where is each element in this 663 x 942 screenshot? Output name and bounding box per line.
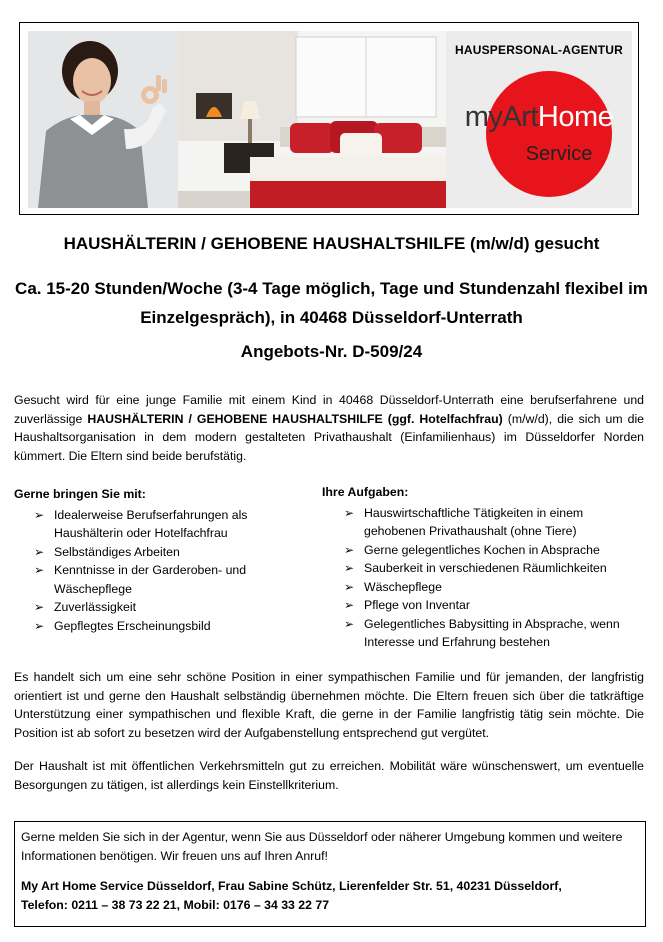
intro-text-bold: HAUSHÄLTERIN / GEHOBENE HAUSHALTSHILFE (ggf. Hotelfachfrau) [87,411,503,426]
offer-number: Angebots-Nr. D-509/24 [240,342,423,361]
list-item-text: Sauberkeit in verschiedenen Räumlichkeiten [364,561,607,575]
header-photo [28,31,446,208]
housekeeper-and-bedroom-image [28,31,446,208]
list-item-text: Hauswirtschaftliche Tätigkeiten in einem gehobenen Privathaushalt (ohne Tiere) [364,505,584,538]
intro-paragraph [14,391,644,465]
list-item [322,578,642,597]
contact-address: My Art Home Service Düsseldorf, Frau Sabine Schütz, Lierenfelder Str. 51, 40231 Düsseldorf, [21,879,562,893]
list-item-text: Idealerweise Berufserfahrungen als Haushälterin oder Hotelfachfrau [54,507,248,540]
list-item [14,506,314,543]
intro-text-1: Gesucht wird für eine junge Familie mit einem Kind in 40468 Düsseldorf-Unterrath eine berufserfahrene und zuverlässige [14,393,644,426]
job-subtitle: Ca. 15-20 Stunden/Woche (3-4 Tage möglich, Tage und Stundenzahl flexibel im Einzelgespräch), in 40468 Düsseldorf-Unterrath [15,279,648,327]
list-item-text: Selbständiges Arbeiten [54,544,180,559]
arrow-bullet-icon: ➢ [34,600,45,614]
logo-subtitle: Service [525,143,593,165]
list-item [322,504,642,541]
contact-invitation: Gerne melden Sie sich in der Agentur, wenn Sie aus Düsseldorf oder näherer Umgebung kommen und weitere Informationen benötigen. Wir freuen uns auf Ihren Anruf! [21,830,623,863]
tasks-list [322,504,642,652]
arrow-bullet-icon: ➢ [34,507,45,522]
agency-branding [446,31,632,208]
intro-text-2: (m/w/d), die sich um die Haushaltsorganisation in dem modern gestalteten Privathaushalt (Einfamilienhaus) im Düsseldorfer Norden kümmert. Die Eltern sind beide berufstätig. [14,411,645,463]
list-item-text: Gerne gelegentliches Kochen in Absprache [364,542,600,557]
agency-logo [446,101,632,134]
list-item [14,598,314,617]
requirements-section [14,485,314,635]
tasks-section [322,483,642,652]
position-paragraph: Es handelt sich um eine sehr schöne Position in einer sympathischen Familie und für jemanden, der langfristig orientiert ist und gerne den Haushalt selbständig übernehmen möchte. Die Eltern freuen sich über die tatkräftige Unterstützung einer sympathischen und flexible Kraft, die gerne in der Familie langfristig tätig sein möchte. Die Position ist ab sofort zu besetzen wird der Aufgabenstellung entsprechend gut vergütet. [14,670,644,740]
requirements-title: Gerne bringen Sie mit: [14,487,146,501]
arrow-bullet-icon: ➢ [344,616,355,631]
list-item-text: Kenntnisse in der Garderoben- und Wäschepflege [54,563,247,596]
list-item [14,543,314,562]
logo-circle [486,71,612,197]
list-item-text: Gelegentliches Babysitting in Absprache, wenn Interesse und Erfahrung bestehen [364,616,620,649]
arrow-bullet-icon: ➢ [34,618,45,633]
list-item-text: Zuverlässigkeit [54,600,137,614]
requirements-list [14,506,314,636]
arrow-bullet-icon: ➢ [344,561,355,575]
list-item [322,559,642,578]
list-item-text: Gepflegtes Erscheinungsbild [54,618,211,633]
contact-phone: Telefon: 0211 – 38 73 22 21, Mobil: 0176 – 34 33 22 77 [21,897,330,912]
header-banner [19,22,639,215]
list-item [14,561,314,598]
list-item [322,596,642,615]
list-item [14,617,314,636]
arrow-bullet-icon: ➢ [34,544,45,559]
job-title: HAUSHÄLTERIN / GEHOBENE HAUSHALTSHILFE (m/w/d) gesucht [63,234,600,253]
logo-text-main: myArt [464,101,538,133]
agency-title: HAUSPERSONAL-AGENTUR [454,43,623,57]
tasks-title: Ihre Aufgaben: [322,485,409,499]
arrow-bullet-icon: ➢ [344,505,355,520]
list-item-text: Pflege von Inventar [364,598,470,612]
arrow-bullet-icon: ➢ [344,542,355,557]
arrow-bullet-icon: ➢ [34,563,45,577]
transport-paragraph: Der Haushalt ist mit öffentlichen Verkehrsmitteln gut zu erreichen. Mobilität wäre wünschenswert, um eventuelle Besorgungen zu tätigen, ist allerdings kein Einstellkriterium. [14,759,644,792]
list-item-text: Wäschepflege [364,579,442,594]
contact-box [14,821,646,927]
contact-details [21,877,639,914]
arrow-bullet-icon: ➢ [344,579,355,594]
logo-text-home: Home [537,101,614,133]
arrow-bullet-icon: ➢ [344,598,355,612]
list-item [322,615,642,652]
list-item [322,541,642,560]
